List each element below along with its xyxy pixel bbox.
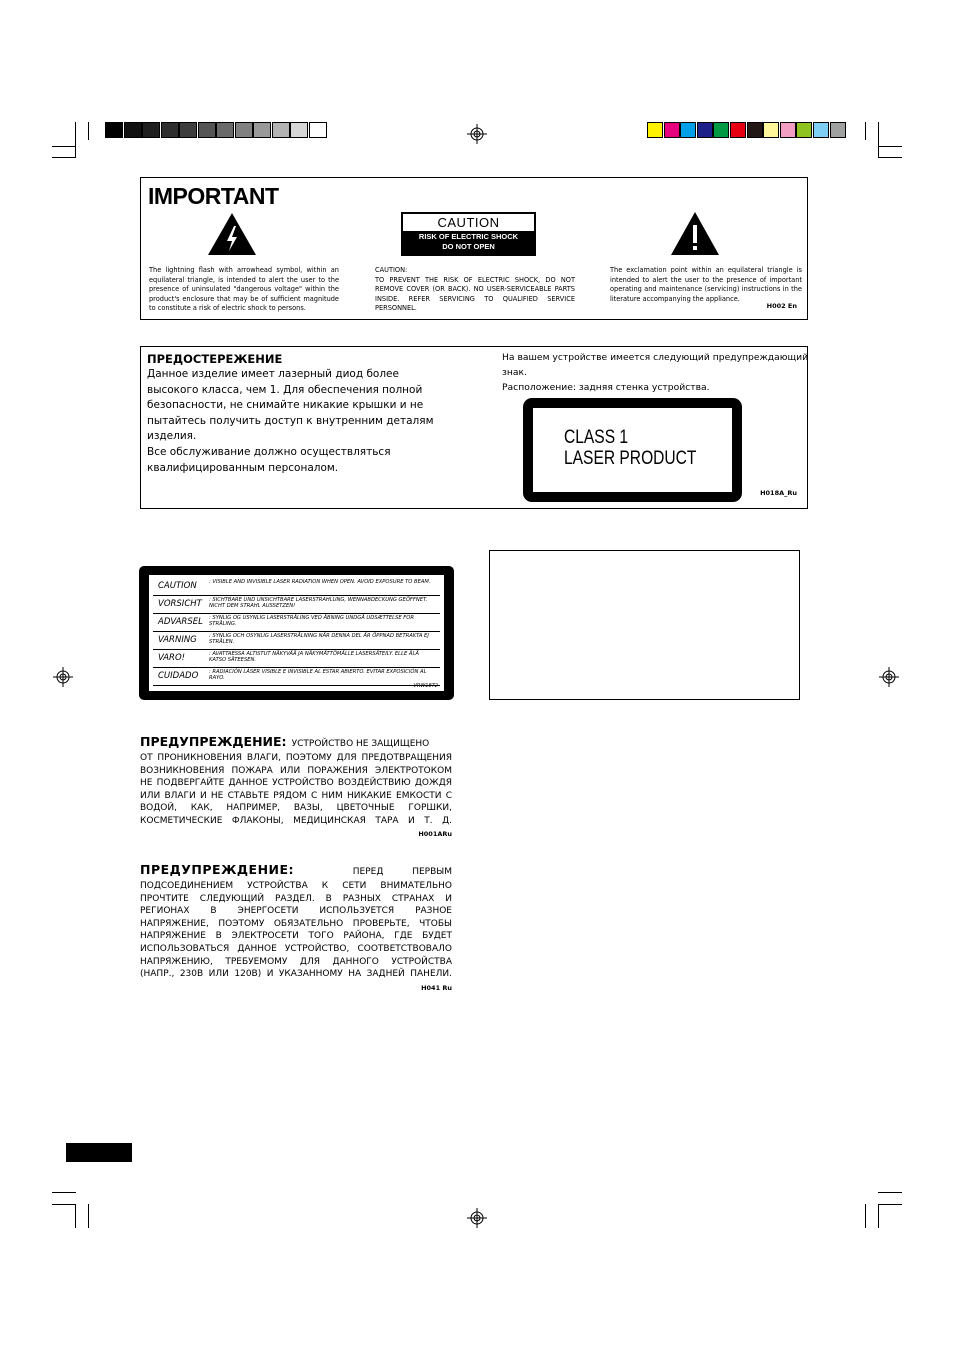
label-row bbox=[153, 650, 440, 668]
registration-mark-icon bbox=[53, 667, 73, 687]
moisture-warning-line: ИЛИ ВЛАГИ И НЕ СТАВЬТЕ РЯДОМ С НИМ НИКАКИЕ ЕМКОСТИ С bbox=[140, 790, 452, 801]
caution-label bbox=[401, 212, 536, 256]
class1-label-line: CLASS 1 bbox=[564, 427, 629, 448]
warning-line: высокого класса, чем 1. Для обеспечения полной bbox=[147, 383, 423, 396]
label-location: Расположение: задняя стенка устройства. bbox=[502, 382, 710, 393]
gray-swatch bbox=[161, 122, 179, 138]
moisture-warning-line: ВОДОЙ, КАК, НАПРИМЕР, ВАЗЫ, ЦВЕТОЧНЫЕ ГОРШКИ, bbox=[140, 803, 452, 813]
color-swatch bbox=[813, 122, 829, 138]
moisture-warning-line: ВОЗНИКНОВЕНИЯ ПОЖАРА ИЛИ ПОРАЖЕНИЯ ЭЛЕКТРОТОКОМ bbox=[140, 765, 452, 776]
label-code: VRW1872 bbox=[413, 683, 438, 689]
registration-mark-icon bbox=[879, 667, 899, 687]
important-title: IMPORTANT bbox=[148, 183, 279, 209]
label-row-text: : SYNLIG OCH OSYNLIG LASERSTRÅLNING NÄR DENNA DEL ÄR ÖPPNAD BETRAKTA EJ STRÅLEN. bbox=[209, 633, 429, 646]
class1-label-line: LASER PRODUCT bbox=[564, 448, 697, 469]
class1-laser-label bbox=[523, 398, 742, 502]
page-tab bbox=[66, 1143, 132, 1162]
voltage-warning-body bbox=[140, 880, 452, 981]
voltage-warning-line: ПОДСОЕДИНЕНИЕМ УСТРОЙСТВА К СЕТИ ВНИМАТЕЛЬНО bbox=[140, 881, 452, 891]
voltage-warning-line: НАПРЯЖЕНИЮ, ТРЕБУЕМОМУ ДЛЯ ДАННОГО УСТРОЙСТВА bbox=[140, 956, 452, 967]
caution-description-title: CAUTION: bbox=[375, 266, 408, 274]
label-row-text: : VISIBLE AND INVISIBLE LASER RADIATION WHEN OPEN. AVOID EXPOSURE TO BEAM. bbox=[209, 579, 431, 585]
moisture-warning-line: КОСМЕТИЧЕСКИЕ ФЛАКОНЫ, МЕДИЦИНСКАЯ ТАРА И Т. Д. bbox=[140, 815, 452, 826]
voltage-warning-line: ПРОЧТИТЕ СЛЕДУЮЩИЙ РАЗДЕЛ. В РАЗНЫХ СТРАНАХ И bbox=[140, 893, 452, 904]
gray-swatch bbox=[179, 122, 197, 138]
label-row bbox=[153, 668, 440, 686]
gray-swatch bbox=[235, 122, 253, 138]
label-rows bbox=[153, 578, 440, 686]
label-row-language: VORSICHT bbox=[158, 599, 202, 609]
caution-description-text: TO PREVENT THE RISK OF ELECTRIC SHOCK, DO NOT REMOVE COVER (OR BACK). NO USER-SERVICEABLE PARTS INSIDE. REFER SERVICING TO QUALIFIED SERVICE PERSONNEL. bbox=[375, 275, 575, 312]
gray-swatch bbox=[124, 122, 142, 138]
caution-subline: DO NOT OPEN bbox=[442, 242, 495, 251]
moisture-warning bbox=[140, 733, 452, 838]
crop-mark bbox=[52, 157, 76, 158]
crop-mark bbox=[878, 146, 902, 147]
crop-mark bbox=[878, 1192, 902, 1193]
warning-line: Все обслуживание должно осуществляться bbox=[147, 445, 391, 458]
multilingual-laser-caution-label bbox=[139, 566, 454, 700]
caution-description bbox=[375, 266, 575, 314]
caution-subline: RISK OF ELECTRIC SHOCK bbox=[418, 232, 519, 241]
gray-swatch bbox=[105, 122, 123, 138]
lightning-description: The lightning flash with arrowhead symbol, within an equilateral triangle, is intended to alert the user to the presence of uninsulated "dangerous voltage" within the product's enclosure that may be of sufficient magnitude to constitute a risk of electric shock to persons. bbox=[149, 266, 339, 312]
document-code: H001ARu bbox=[418, 830, 452, 838]
warning-line: пытайтесь получить доступ к внутренним деталям bbox=[147, 414, 434, 427]
warning-line: безопасности, не снимайте никакие крышки и не bbox=[147, 399, 424, 412]
document-code: H041 Ru bbox=[421, 983, 452, 992]
voltage-warning bbox=[140, 862, 452, 992]
crop-mark bbox=[865, 122, 866, 140]
label-row bbox=[153, 596, 440, 614]
warning-line: Данное изделие имеет лазерный диод более bbox=[147, 368, 399, 380]
moisture-warning-title: ПРЕДУПРЕЖДЕНИЕ: bbox=[140, 734, 287, 749]
exclamation-description: The exclamation point within an equilateral triangle is intended to alert the user to the presence of important operating and maintenance (servicing) instructions in the literature accompanying the appliance. bbox=[610, 266, 802, 303]
crop-mark bbox=[865, 1204, 866, 1228]
gray-swatch bbox=[253, 122, 271, 138]
gray-swatch bbox=[290, 122, 308, 138]
voltage-warning-line: (НАПР., 230В ИЛИ 120В) И УКАЗАННОМУ НА ЗАДНЕЙ ПАНЕЛИ. bbox=[140, 969, 452, 980]
voltage-warning-line: ИСПОЛЬЗОВАТЬСЯ ДАННОЕ УСТРОЙСТВО, СООТВЕТСТВОВАЛО bbox=[140, 943, 452, 954]
exclamation-warning-icon bbox=[670, 211, 720, 256]
warning-body bbox=[147, 367, 437, 476]
crop-mark bbox=[878, 157, 902, 158]
crop-mark bbox=[88, 1204, 89, 1228]
color-swatch bbox=[680, 122, 696, 138]
label-row-language: VARNING bbox=[158, 635, 197, 645]
document-code: H018A_Ru bbox=[760, 489, 797, 497]
important-notice-box bbox=[140, 177, 808, 320]
gray-swatch bbox=[272, 122, 290, 138]
crop-mark bbox=[88, 122, 89, 140]
voltage-warning-line: РЕГИОНАХ В ЭНЕРГОСЕТИ ИСПОЛЬЗУЕТСЯ РАЗНОЕ bbox=[140, 906, 452, 917]
warning-title: ПРЕДОСТЕРЕЖЕНИЕ bbox=[147, 352, 283, 366]
document-code: H002 En bbox=[766, 302, 797, 310]
crop-mark bbox=[52, 146, 76, 147]
voltage-warning-title: ПРЕДУПРЕЖДЕНИЕ: bbox=[140, 862, 295, 877]
moisture-warning-line: УСТРОЙСТВО НЕ ЗАЩИЩЕНО bbox=[291, 739, 430, 749]
laser-warning-box bbox=[140, 346, 808, 509]
label-row-text: : AVATTAESSA ALTISTUT NÄKYVÄÄ JA NÄKYMÄTTÖMÄLLE LASERSÄTEILY. ELLE ÄLÄ KATSO SÄTEESEN. bbox=[209, 651, 419, 664]
moisture-warning-line: НЕ ПОДВЕРГАЙТЕ ДАННОЕ УСТРОЙСТВО ВОЗДЕЙСТВИЮ ДОЖДЯ bbox=[140, 778, 452, 788]
registration-mark-icon bbox=[467, 124, 487, 144]
gray-swatch bbox=[309, 122, 327, 138]
crop-mark bbox=[75, 122, 76, 157]
label-info-line: знак. bbox=[502, 367, 527, 378]
color-swatch bbox=[713, 122, 729, 138]
color-swatch bbox=[697, 122, 713, 138]
voltage-warning-first: ПЕРЕД ПЕРВЫМ bbox=[352, 867, 452, 877]
gray-swatch bbox=[198, 122, 216, 138]
color-swatch bbox=[796, 122, 812, 138]
label-row bbox=[153, 632, 440, 650]
crop-mark bbox=[75, 1204, 76, 1228]
label-row-text: : SYNLIG OG USYNLIG LASERSTRÅLING VED ÅBNING UNDGÅ UDSÆTTELSE FOR STRÅLING. bbox=[209, 615, 414, 628]
color-swatch bbox=[780, 122, 796, 138]
label-row bbox=[153, 614, 440, 632]
label-row-language: CUIDADO bbox=[158, 671, 199, 681]
voltage-warning-line: НАПРЯЖЕНИЕ, ПОЭТОМУ ОБЯЗАТЕЛЬНО ПРОВЕРЬТЕ, ЧТОБЫ bbox=[140, 918, 452, 929]
color-swatch bbox=[647, 122, 663, 138]
label-row-language: CAUTION bbox=[158, 581, 197, 591]
color-swatch bbox=[830, 122, 846, 138]
gray-swatch bbox=[142, 122, 160, 138]
warning-line: изделия. bbox=[147, 430, 197, 443]
lightning-warning-icon bbox=[207, 212, 257, 256]
label-row-text: : RADIACIÓN LÁSER VISIBLE E INVISIBLE AL ESTAR ABIERTO. EVITAR EXPOSICIÓN AL RAYO. bbox=[209, 669, 427, 682]
color-swatch bbox=[763, 122, 779, 138]
voltage-warning-line: НАПРЯЖЕНИЕ В ЭЛЕКТРОСЕТИ ТОГО РАЙОНА, ГДЕ БУДЕТ bbox=[140, 931, 452, 942]
label-row-text: : SICHTBARE UND UNSICHTBARE LASERSTRAHLUNG, WENNABDECKUNG GEÖFFNET. NICHT DEM STRAHL AUSSETZEN! bbox=[209, 597, 428, 610]
color-swatch bbox=[664, 122, 680, 138]
moisture-warning-body bbox=[140, 752, 452, 827]
caution-header: CAUTION bbox=[437, 215, 500, 230]
label-row bbox=[153, 578, 440, 596]
label-row-language: VARO! bbox=[158, 653, 186, 663]
registration-mark-icon bbox=[467, 1208, 487, 1228]
moisture-warning-line: ОТ ПРОНИКНОВЕНИЯ ВЛАГИ, ПОЭТОМУ ДЛЯ ПРЕДОТВРАЩЕНИЯ bbox=[140, 753, 452, 763]
crop-mark bbox=[52, 1204, 76, 1205]
gray-swatch bbox=[216, 122, 234, 138]
crop-mark bbox=[878, 1204, 879, 1228]
crop-mark bbox=[878, 1204, 902, 1205]
label-info-line: На вашем устройстве имеется следующий предупреждающий bbox=[502, 352, 809, 363]
color-swatch bbox=[747, 122, 763, 138]
crop-mark bbox=[52, 1192, 76, 1193]
warning-line: квалифицированным персоналом. bbox=[147, 461, 339, 474]
blank-box bbox=[489, 550, 800, 700]
label-row-language: ADVARSEL bbox=[158, 617, 203, 627]
crop-mark bbox=[878, 122, 879, 157]
color-swatch bbox=[730, 122, 746, 138]
